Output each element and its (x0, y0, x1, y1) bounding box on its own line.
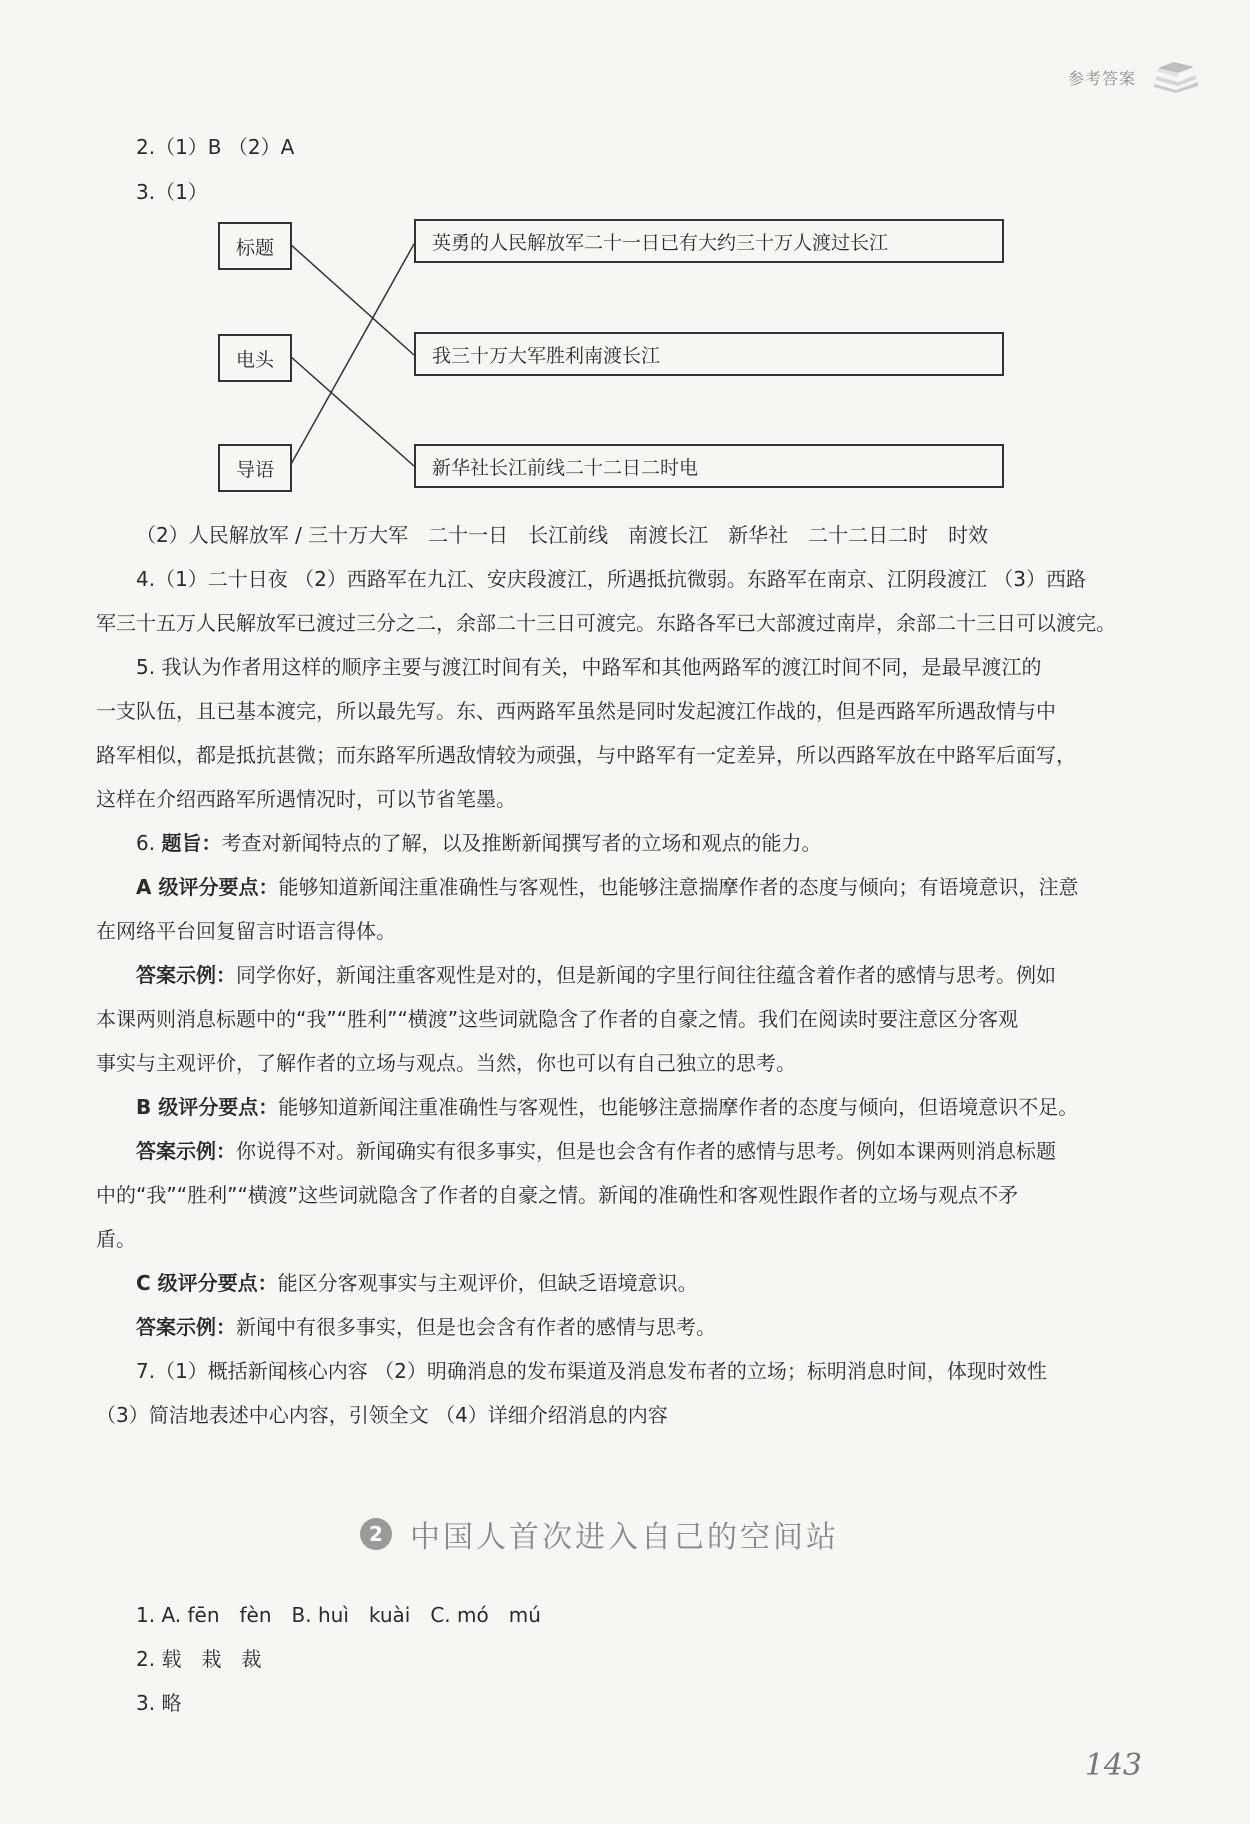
q6-a-example (136, 960, 1186, 990)
match-right-1: 英勇的人民解放军二十一日已有大约三十万人渡过长江 (414, 219, 1004, 263)
match-line-lead (290, 244, 414, 466)
q6-a-example-text: 同学你好，新闻注重客观性是对的，但是新闻的字里行间往往蕴含着作者的感情与思考。例如 (236, 963, 1056, 987)
q6-a-text: 能够知道新闻注重准确性与客观性，也能够注意揣摩作者的态度与倾向；有语境意识，注意 (278, 875, 1079, 899)
match-right-3: 新华社长江前线二十二日二时电 (414, 444, 1004, 488)
q6-b-level (136, 1092, 1186, 1122)
q6-b-example-key: 答案示例： (136, 1139, 236, 1163)
section-number: 2 (360, 1518, 392, 1550)
q3-part1-label: 3.（1） (136, 180, 208, 204)
q4-line-1: 4.（1）二十日夜 （2）西路军在九江、安庆段渡江，所遇抵抗微弱。东路军在南京、江阴段渡江 （3）西路 (136, 567, 1086, 591)
section-title: 中国人首次进入自己的空间站 (410, 1520, 839, 1555)
match-line-dateline (290, 356, 414, 466)
q6-c-example (136, 1312, 1186, 1342)
q5-line-1: 5. 我认为作者用这样的顺序主要与渡江时间有关，中路军和其他两路军的渡江时间不同，是最早渡江的 (136, 655, 1042, 679)
q6-c-example-text: 新闻中有很多事实，但是也会含有作者的感情与思考。 (236, 1315, 716, 1339)
q6-b-example (136, 1136, 1186, 1166)
q6-intent-text: 考查对新闻特点的了解，以及推断新闻撰写者的立场和观点的能力。 (221, 831, 822, 855)
q5-line-2: 一支队伍，且已基本渡完，所以最先写。东、西两路军虽然是同时发起渡江作战的，但是西路军所遇敌情与中 (96, 699, 1056, 723)
q6-a-key: A 级评分要点： (136, 875, 279, 899)
q6-b-key: B 级评分要点： (136, 1095, 279, 1119)
q6-b-example-text: 你说得不对。新闻确实有很多事实，但是也会含有作者的感情与思考。例如本课两则消息标题 (236, 1139, 1056, 1163)
s2-q2: 2. 载 栽 裁 (136, 1647, 262, 1671)
q4-line-2: 军三十五万人民解放军已渡过三分之二，余部二十三日可渡完。东路各军已大部渡过南岸，余部二十三日可以渡完。 (96, 611, 1116, 635)
q3-part2-answer: （2）人民解放军 / 三十万大军 二十一日 长江前线 南渡长江 新华社 二十二日二时 时效 (136, 523, 989, 547)
q6-c-text: 能区分客观事实与主观评价，但缺乏语境意识。 (277, 1271, 698, 1295)
q6-intent: 6. 题旨：考查对新闻特点的了解，以及推断新闻撰写者的立场和观点的能力。 (136, 831, 822, 855)
match-left-lead: 导语 (218, 444, 292, 492)
q6-c-level (136, 1268, 1186, 1298)
header-label: 参考答案 (1067, 68, 1136, 88)
q6-a-level (136, 872, 1186, 902)
match-line-title (290, 244, 414, 355)
q2-answer: 2.（1）B （2）A (136, 135, 295, 159)
match-right-2: 我三十万大军胜利南渡长江 (414, 332, 1004, 376)
q6-a-example-line-2: 本课两则消息标题中的“我”“胜利”“横渡”这些词就隐含了作者的自豪之情。我们在阅读时要注意区分客观 (96, 1007, 1019, 1031)
q6-a-example-key: 答案示例： (136, 963, 236, 987)
match-left-title: 标题 (218, 222, 292, 270)
q7-line-2: （3）简洁地表述中心内容，引领全文 （4）详细介绍消息的内容 (96, 1403, 668, 1427)
q6-intent-key: 题旨： (161, 831, 222, 855)
s2-q1: 1. A. fēn fèn B. huì kuài C. mó mú (136, 1603, 541, 1627)
s2-q3: 3. 略 (136, 1691, 182, 1715)
q6-c-key: C 级评分要点： (136, 1271, 278, 1295)
match-left-dateline: 电头 (218, 334, 292, 382)
q6-a-line-2: 在网络平台回复留言时语言得体。 (96, 919, 396, 943)
page-number: 143 (1084, 1748, 1142, 1783)
q6-c-example-key: 答案示例： (136, 1315, 236, 1339)
q6-b-example-line-3: 盾。 (96, 1227, 136, 1251)
section-heading (360, 1512, 839, 1556)
q6-b-example-line-2: 中的“我”“胜利”“横渡”这些词就隐含了作者的自豪之情。新闻的准确性和客观性跟作者的立场与观点不矛 (96, 1183, 1019, 1207)
q5-line-4: 这样在介绍西路军所遇情况时，可以节省笔墨。 (96, 787, 516, 811)
q7-line-1: 7.（1）概括新闻核心内容 （2）明确消息的发布渠道及消息发布者的立场；标明消息时间，体现时效性 (136, 1359, 1047, 1383)
q6-a-example-line-3: 事实与主观评价，了解作者的立场与观点。当然，你也可以有自己独立的思考。 (96, 1051, 796, 1075)
q6-b-text: 能够知道新闻注重准确性与客观性，也能够注意揣摩作者的态度与倾向，但语境意识不足。 (278, 1095, 1079, 1119)
q5-line-3: 路军相似，都是抵抗甚微；而东路军所遇敌情较为顽强，与中路军有一定差异，所以西路军放在中路军后面写， (96, 743, 1076, 767)
